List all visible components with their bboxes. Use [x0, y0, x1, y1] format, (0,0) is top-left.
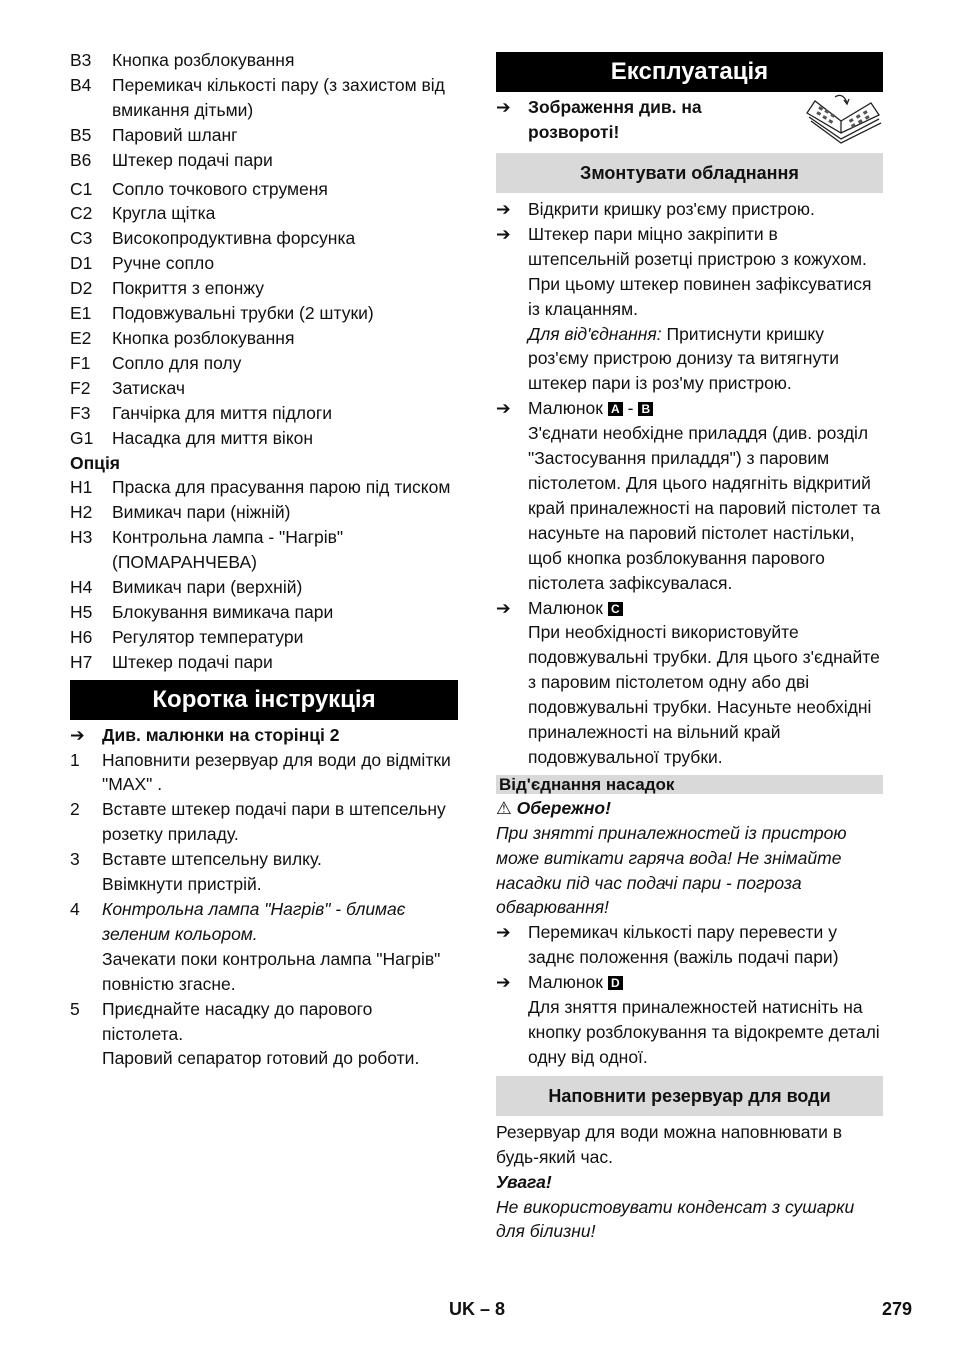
legend-text: Подовжувальні трубки (2 штуки)	[112, 303, 374, 324]
legend-code: D2	[70, 278, 93, 299]
operation-heading: Експлуатація	[496, 52, 883, 92]
fill-tank-heading: Наповнити резервуар для води	[496, 1076, 883, 1116]
legend-text: Вимикач пари (ніжній)	[112, 502, 291, 523]
legend-code: H5	[70, 601, 93, 622]
legend-text: Насадка для миття вікон	[112, 427, 314, 448]
figure-badge: C	[608, 602, 623, 616]
legend-code: F1	[70, 352, 91, 373]
caution-line: ⚠ Обережно!	[496, 797, 611, 818]
legend-text: Покриття з епонжу	[112, 278, 264, 299]
legend-code: H6	[70, 626, 93, 647]
attention-label: Увага!	[496, 1171, 552, 1192]
arrow-icon: ➔	[496, 97, 511, 117]
arrow-icon: ➔	[70, 724, 85, 745]
legend-text: Кнопка розблокування	[112, 50, 295, 70]
legend-item	[70, 177, 458, 202]
quick-step: 1 Наповнити резервуар для води до відмітки "MAX" .	[70, 749, 451, 795]
legend-code: B5	[70, 124, 92, 145]
legend-item	[70, 376, 458, 401]
figure-badge: D	[608, 976, 623, 990]
figure-badge: A	[608, 402, 623, 416]
arrow-icon: ➔	[496, 922, 511, 943]
right-column	[496, 52, 883, 1244]
legend-item	[70, 201, 458, 226]
legend-item	[70, 301, 458, 326]
warning-text: При знятті приналежностей із пристрою може витікати гаряча вода! Не знімайте насадки під час подачі пари - погроза обварювання!	[496, 822, 847, 918]
open-book-icon	[801, 93, 883, 147]
legend-item	[70, 73, 458, 123]
option-label: Опція	[70, 452, 121, 473]
legend-code: H7	[70, 651, 93, 672]
legend-code: H2	[70, 502, 93, 523]
legend-text: Вимикач пари (верхній)	[112, 577, 303, 598]
arrow-icon: ➔	[496, 398, 511, 419]
legend-text: Регулятор температури	[112, 626, 304, 647]
arrow-icon: ➔	[496, 597, 511, 618]
legend-text: Штекер подачі пари	[112, 651, 273, 672]
legend-code: E1	[70, 303, 92, 324]
legend-text: Перемикач кількості пару (з захистом від вмикання дітьми)	[112, 74, 445, 120]
legend-item	[70, 625, 458, 650]
quick-step: 3 Вставте штепсельну вилку. Ввімкнути пристрій.	[70, 849, 322, 895]
legend-text: Сопло точкового струменя	[112, 178, 328, 199]
legend-code: B3	[70, 50, 92, 70]
legend-code: G1	[70, 427, 94, 448]
fill-tank-text: Резервуар для води можна наповнювати в будь-який час.	[496, 1121, 843, 1167]
legend-code: F3	[70, 402, 91, 423]
legend-item	[70, 600, 458, 625]
legend-item	[70, 148, 458, 173]
quick-step: 2 Вставте штекер подачі пари в штепсельну розетку приладу.	[70, 799, 446, 845]
legend-item	[70, 251, 458, 276]
attention-text: Не використовувати конденсат з сушарки для білизни!	[496, 1196, 855, 1242]
mount-step: ➔ Малюнок A - B З'єднати необхідне приладдя (див. розділ "Застосування приладдя") з паровим пістолетом. Для цього надягніть відкритий край приналежності на паровий пістолет та насуньте на паровий пістолет настільки, щоб кнопка розблокування парового пістолета зафіксувалася.	[496, 396, 883, 595]
mount-step: ➔ Штекер пари міцно закріпити в штепсельній розетці пристрою з кожухом. При цьому штекер повинен зафіксуватися із клацанням. Для від'єднання: Притиснути кришку роз'єму пристрою донизу та витягнути штекер пари із роз'му пристрою.	[496, 222, 883, 396]
legend-code: B4	[70, 74, 92, 95]
arrow-icon: ➔	[496, 199, 511, 219]
legend-item	[70, 575, 458, 600]
legend-text: Контрольна лампа - "Нагрів" (ПОМАРАНЧЕВА)	[112, 527, 344, 573]
mount-step: ➔ Малюнок C При необхідності використовуйте подовжувальні трубки. Для цього з'єднайте з паровим пістолетом одну або дві подовжувальні трубки. Насуньте необхідні приналежності на вільний край подовжувальної трубки.	[496, 596, 883, 770]
legend-text: Кнопка розблокування	[112, 327, 295, 348]
legend-list-h	[70, 475, 458, 674]
legend-text: Праска для прасування парою під тиском	[112, 477, 451, 498]
legend-text: Ручне сопло	[112, 253, 215, 274]
legend-code: H4	[70, 577, 93, 598]
detach-step: ➔ Перемикач кількості пару перевести у заднє положення (важіль подачі пари)	[496, 920, 883, 970]
legend-item	[70, 475, 458, 500]
left-column	[70, 48, 458, 1071]
figure-badge: B	[638, 402, 653, 416]
see-overleaf-note: ➔ Зображення див. на розвороті!	[496, 95, 736, 145]
legend-code: H3	[70, 527, 93, 548]
legend-text: Штекер подачі пари	[112, 149, 273, 170]
legend-code: C2	[70, 203, 93, 224]
legend-item	[70, 650, 458, 675]
legend-text: Блокування вимикача пари	[112, 601, 334, 622]
legend-code: E2	[70, 327, 92, 348]
legend-code: H1	[70, 477, 93, 498]
see-pictures-note: ➔ Див. малюнки на сторінці 2	[70, 723, 458, 748]
detach-heading: Від'єднання насадок	[496, 775, 883, 794]
arrow-icon: ➔	[496, 223, 511, 244]
legend-item	[70, 426, 458, 451]
quick-guide-heading: Коротка інструкція	[70, 680, 458, 720]
mount-step: ➔ Відкрити кришку роз'єму пристрою.	[496, 197, 883, 222]
arrow-icon: ➔	[496, 972, 511, 993]
page-number: 279	[881, 1299, 912, 1319]
warning-icon: ⚠	[496, 797, 512, 818]
section-marker: UK – 8	[448, 1299, 506, 1319]
legend-code: C1	[70, 178, 93, 199]
legend-text: Сопло для полу	[112, 352, 242, 373]
legend-item	[70, 123, 458, 148]
quick-step: 4 Контрольна лампа "Нагрів" - блимає зеленим кольором. Зачекати поки контрольна лампа "Нагрів" повністю згасне.	[70, 899, 441, 994]
legend-text: Кругла щітка	[112, 203, 216, 224]
legend-list-c-g	[70, 177, 458, 451]
legend-text: Паровий шланг	[112, 124, 238, 145]
quick-step: 5 Приєднайте насадку до парового пістолета. Паровий сепаратор готовий до роботи.	[70, 998, 420, 1069]
legend-list-b	[70, 48, 458, 173]
legend-text: Затискач	[112, 377, 185, 398]
mount-accessories-heading: Змонтувати обладнання	[496, 153, 883, 193]
legend-item	[70, 351, 458, 376]
legend-item	[70, 525, 458, 575]
legend-code: C3	[70, 228, 93, 249]
legend-text: Ганчірка для миття підлоги	[112, 402, 333, 423]
detach-step: ➔ Малюнок D Для зняття приналежностей натисніть на кнопку розблокування та відокремте деталі одну від одної.	[496, 970, 883, 1070]
legend-item	[70, 276, 458, 301]
legend-item	[70, 500, 458, 525]
legend-text: Високопродуктивна форсунка	[112, 228, 356, 249]
legend-code: D1	[70, 253, 93, 274]
legend-item	[70, 226, 458, 251]
legend-item	[70, 48, 458, 73]
legend-item	[70, 326, 458, 351]
legend-code: B6	[70, 149, 92, 170]
legend-code: F2	[70, 377, 91, 398]
legend-item	[70, 401, 458, 426]
